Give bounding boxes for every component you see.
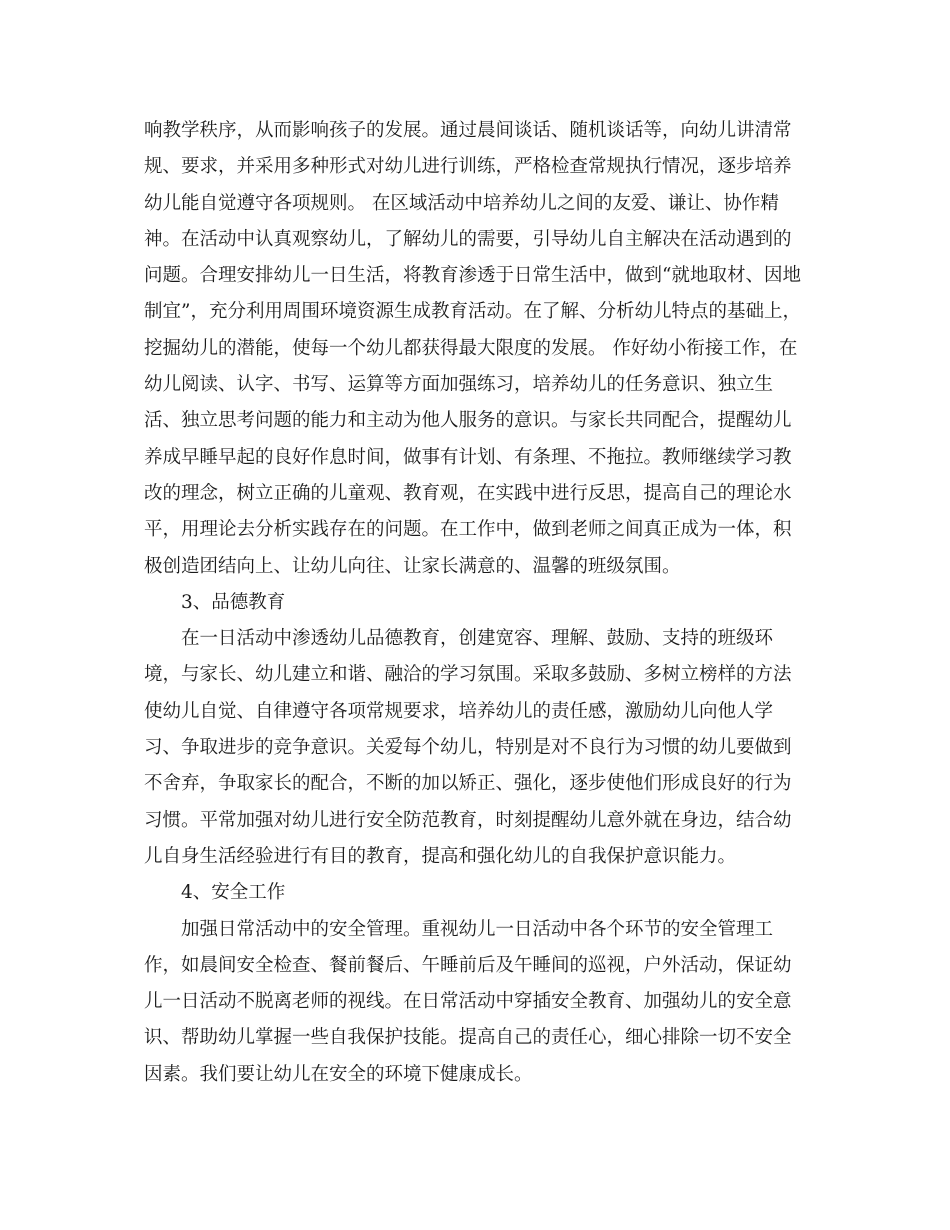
text-line: 境，与家长、幼儿建立和谐、融洽的学习氛围。采取多鼓励、多树立榜样的方法	[144, 664, 792, 686]
text-line: 在一日活动中渗透幼儿品德教育，创建宽容、理解、鼓励、支持的班级环	[181, 628, 774, 650]
text-line: 儿自身生活经验进行有目的教育，提高和强化幼儿的自我保护意识能力。	[144, 845, 737, 867]
text-line: 幼儿阅读、认字、书写、运算等方面加强练习，培养幼儿的任务意识、独立生	[144, 374, 774, 396]
text-line: 因素。我们要让幼儿在安全的环境下健康成长。	[144, 1063, 533, 1085]
section-heading: 4、安全工作	[181, 882, 286, 904]
text-line: 幼儿能自觉遵守各项规则。 在区域活动中培养幼儿之间的友爱、谦让、协作精	[144, 192, 779, 214]
text-line: 活、独立思考问题的能力和主动为他人服务的意识。与家长共同配合，提醒幼儿	[144, 410, 792, 432]
text-line: 识、帮助幼儿掌握一些自我保护技能。提高自己的责任心，细心排除一切不安全	[144, 1027, 792, 1049]
text-line: 问题。合理安排幼儿一日生活，将教育渗透于日常生活中，做到“就地取材、因地	[144, 265, 801, 287]
text-line: 规、要求，并采用多种形式对幼儿进行训练，严格检查常规执行情况，逐步培养	[144, 156, 792, 178]
text-line: 作，如晨间安全检查、餐前餐后、午睡前后及午睡间的巡视，户外活动，保证幼	[144, 954, 792, 976]
text-line: 使幼儿自觉、自律遵守各项常规要求，培养幼儿的责任感，激励幼儿向他人学	[144, 700, 774, 722]
text-line: 习、争取进步的竞争意识。关爱每个幼儿，特别是对不良行为习惯的幼儿要做到	[144, 737, 792, 759]
text-line: 改的理念，树立正确的儿童观、教育观，在实践中进行反思，提高自己的理论水	[144, 482, 792, 504]
text-line: 加强日常活动中的安全管理。重视幼儿一日活动中各个环节的安全管理工	[181, 918, 774, 940]
section-heading: 3、品德教育	[181, 591, 286, 613]
text-line: 神。在活动中认真观察幼儿，了解幼儿的需要，引导幼儿自主解决在活动遇到的	[144, 228, 792, 250]
text-line: 不舍弃，争取家长的配合，不断的加以矫正、强化，逐步使他们形成良好的行为	[144, 773, 792, 795]
document-body	[144, 113, 809, 1093]
text-line: 习惯。平常加强对幼儿进行安全防范教育，时刻提醒幼儿意外就在身边，结合幼	[144, 809, 792, 831]
text-line: 养成早睡早起的良好作息时间，做事有计划、有条理、不拖拉。教师继续学习教	[144, 446, 792, 468]
text-line: 极创造团结向上、让幼儿向往、让家长满意的、温馨的班级氛围。	[144, 555, 681, 577]
text-line: 制宜”，充分利用周围环境资源生成教育活动。在了解、分析幼儿特点的基础上，	[144, 301, 801, 323]
text-line: 平，用理论去分析实践存在的问题。在工作中，做到老师之间真正成为一体，积	[144, 519, 792, 541]
text-line: 挖掘幼儿的潜能，使每一个幼儿都获得最大限度的发展。 作好幼小衔接工作，在	[144, 337, 798, 359]
text-line: 儿一日活动不脱离老师的视线。在日常活动中穿插安全教育、加强幼儿的安全意	[144, 991, 792, 1013]
text-line: 响教学秩序，从而影响孩子的发展。通过晨间谈话、随机谈话等，向幼儿讲清常	[144, 120, 792, 141]
